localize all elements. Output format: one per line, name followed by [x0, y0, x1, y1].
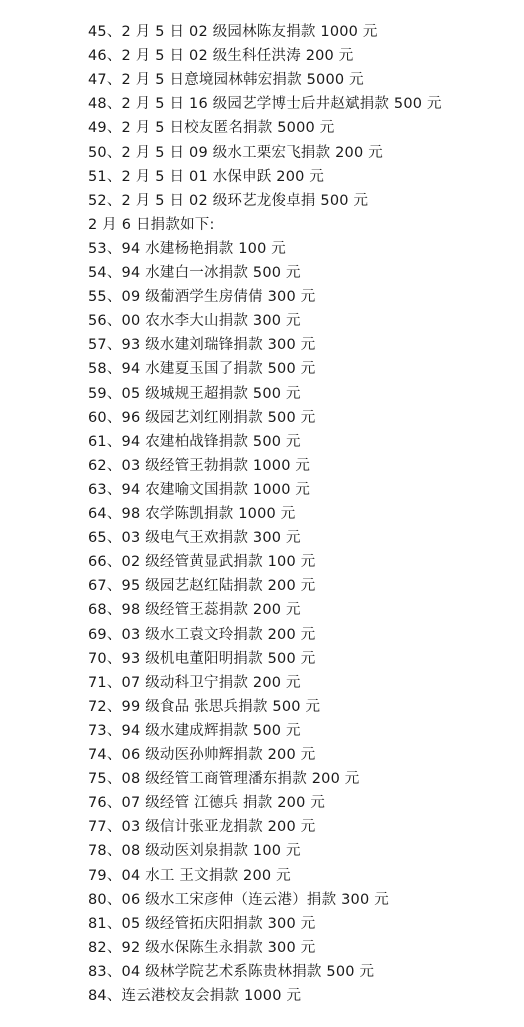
- donation-line: 70、93 级机电董阳明捐款 500 元: [88, 650, 316, 667]
- donation-line: 60、96 级园艺刘红刚捐款 500 元: [88, 409, 316, 426]
- donation-line: 78、08 级动医刘泉捐款 100 元: [88, 843, 301, 860]
- donation-line: 53、94 水建杨艳捐款 100 元: [88, 240, 287, 257]
- donation-line: 57、93 级水建刘瑞锋捐款 300 元: [88, 337, 316, 354]
- donation-line: 76、07 级经管 江德兵 捐款 200 元: [88, 795, 326, 812]
- donation-line: 74、06 级动医孙帅辉捐款 200 元: [88, 747, 316, 763]
- donation-line: 79、04 水工 王文捐款 200 元: [88, 867, 291, 884]
- donation-line: 69、03 级水工袁文玲捐款 200 元: [88, 626, 316, 643]
- donation-line: 48、2 月 5 日 16 级园艺学博士后井赵斌捐款 500 元: [88, 96, 442, 113]
- donation-line: 51、2 月 5 日 01 水保申跃 200 元: [88, 168, 325, 185]
- donation-line: 82、92 级水保陈生永捐款 300 元: [88, 939, 316, 956]
- donation-line: 47、2 月 5 日意境园林韩宏捐款 5000 元: [88, 72, 364, 89]
- donation-line: 67、95 级园艺赵红陆捐款 200 元: [88, 578, 316, 595]
- donation-line: 73、94 级水建成辉捐款 500 元: [88, 722, 301, 739]
- donation-line: 50、2 月 5 日 09 级水工栗宏飞捐款 200 元: [88, 144, 383, 161]
- donation-line: 75、08 级经管工商管理潘东捐款 200 元: [88, 771, 360, 788]
- donation-line: 2 月 6 日捐款如下:: [88, 216, 215, 233]
- donation-line: 56、00 农水李大山捐款 300 元: [88, 313, 301, 330]
- donation-line: 80、06 级水工宋彦伸（连云港）捐款 300 元: [88, 891, 389, 908]
- donation-line: 61、94 农建柏战锋捐款 500 元: [88, 433, 301, 450]
- donation-line: 77、03 级信计张亚龙捐款 200 元: [88, 819, 316, 836]
- donation-line: 62、03 级经管王勃捐款 1000 元: [88, 457, 311, 474]
- donation-line: 71、07 级动科卫宁捐款 200 元: [88, 674, 301, 691]
- donation-line: 59、05 级城规王超捐款 500 元: [88, 385, 301, 402]
- donation-line: 52、2 月 5 日 02 级环艺龙俊卓捐 500 元: [88, 192, 369, 209]
- donation-line: 84、连云港校友会捐款 1000 元: [88, 988, 302, 1004]
- donation-line: 81、05 级经管拓庆阳捐款 300 元: [88, 915, 316, 932]
- donation-line: 65、03 级电气王欢捐款 300 元: [88, 530, 301, 547]
- donation-line: 45、2 月 5 日 02 级园林陈友捐款 1000 元: [88, 24, 378, 40]
- donation-line: 66、02 级经管黄显武捐款 100 元: [88, 554, 316, 571]
- donation-line: 54、94 水建白一冰捐款 500 元: [88, 265, 301, 281]
- donation-line: 46、2 月 5 日 02 级生科任洪涛 200 元: [88, 48, 354, 65]
- donation-line: 63、94 农建喻文国捐款 1000 元: [88, 481, 311, 498]
- donation-line: 72、99 级食品 张思兵捐款 500 元: [88, 698, 321, 715]
- donation-line: 83、04 级林学院艺术系陈贵林捐款 500 元: [88, 963, 375, 980]
- donation-line: 68、98 级经管王蕊捐款 200 元: [88, 602, 301, 619]
- donation-line: 58、94 水建夏玉国了捐款 500 元: [88, 361, 316, 378]
- donation-line: 49、2 月 5 日校友匿名捐款 5000 元: [88, 120, 335, 137]
- donation-line: 64、98 农学陈凯捐款 1000 元: [88, 506, 296, 522]
- donation-line: 55、09 级葡酒学生房倩倩 300 元: [88, 289, 316, 306]
